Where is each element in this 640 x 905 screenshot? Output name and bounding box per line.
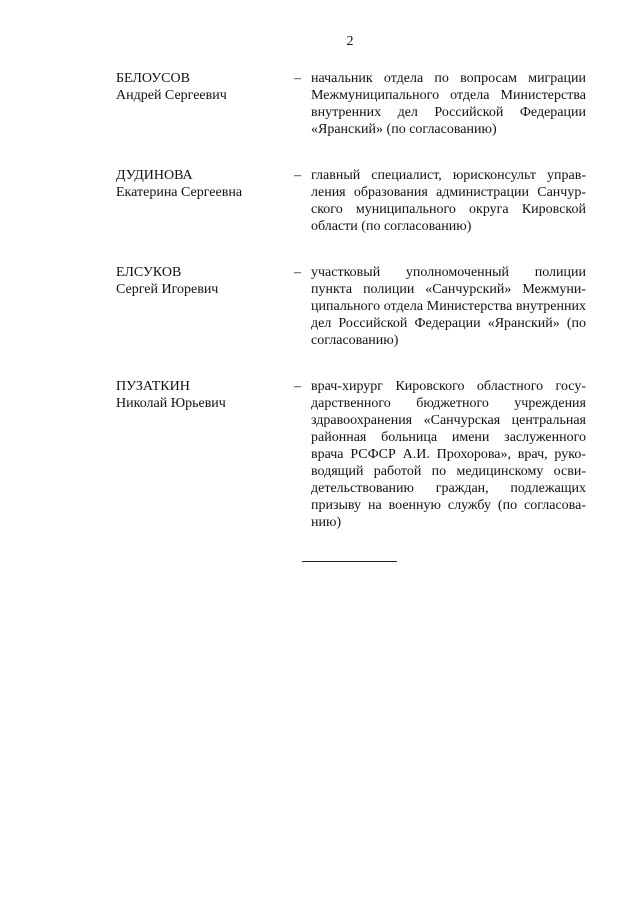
separator-dash: – bbox=[294, 265, 301, 280]
member-name bbox=[116, 264, 294, 298]
separator-dash: – bbox=[294, 71, 301, 86]
member-entry bbox=[116, 70, 586, 138]
member-name bbox=[116, 167, 294, 201]
member-role: участковый уполномоченный полиции пункта полиции «Санчурский» Межмуниципального отдела Министерства внутренних дел Российской Федерации «Яранский» (по согласованию) bbox=[311, 265, 586, 348]
member-role: начальник отдела по вопросам миграции Межмуниципального отдела Министерства внутренних дел Российской Федерации «Яранский» (по согласованию) bbox=[311, 71, 586, 137]
member-surname: ПУЗАТКИН bbox=[116, 379, 190, 394]
member-entry bbox=[116, 378, 586, 531]
closing-rule bbox=[302, 561, 397, 562]
member-list bbox=[116, 70, 586, 531]
separator-dash: – bbox=[294, 168, 301, 183]
member-given-names: Николай Юрьевич bbox=[116, 396, 226, 411]
member-entry bbox=[116, 167, 586, 235]
member-given-names: Екатерина Сергеевна bbox=[116, 185, 243, 200]
member-surname: БЕЛОУСОВ bbox=[116, 71, 190, 86]
separator-dash: – bbox=[294, 379, 301, 394]
member-entry bbox=[116, 264, 586, 349]
member-name bbox=[116, 70, 294, 104]
member-given-names: Сергей Игоревич bbox=[116, 282, 219, 297]
member-role: главный специалист, юрисконсульт управления образования администрации Санчурского муниципального округа Кировской области (по согласованию) bbox=[311, 168, 586, 234]
member-role: врач-хирург Кировского областного государственного бюджетного учреждения здравоохранения «Санчурская центральная районная больница имени заслуженного врача РСФСР А.И. Прохорова», врач, руководящий работой по медицинскому освидетельствованию граждан, подлежащих призыву на военную службу (по согласованию) bbox=[311, 379, 586, 530]
member-surname: ДУДИНОВА bbox=[116, 168, 193, 183]
member-surname: ЕЛСУКОВ bbox=[116, 265, 182, 280]
member-given-names: Андрей Сергеевич bbox=[116, 88, 227, 103]
page-number: 2 bbox=[346, 34, 354, 49]
member-name bbox=[116, 378, 294, 412]
